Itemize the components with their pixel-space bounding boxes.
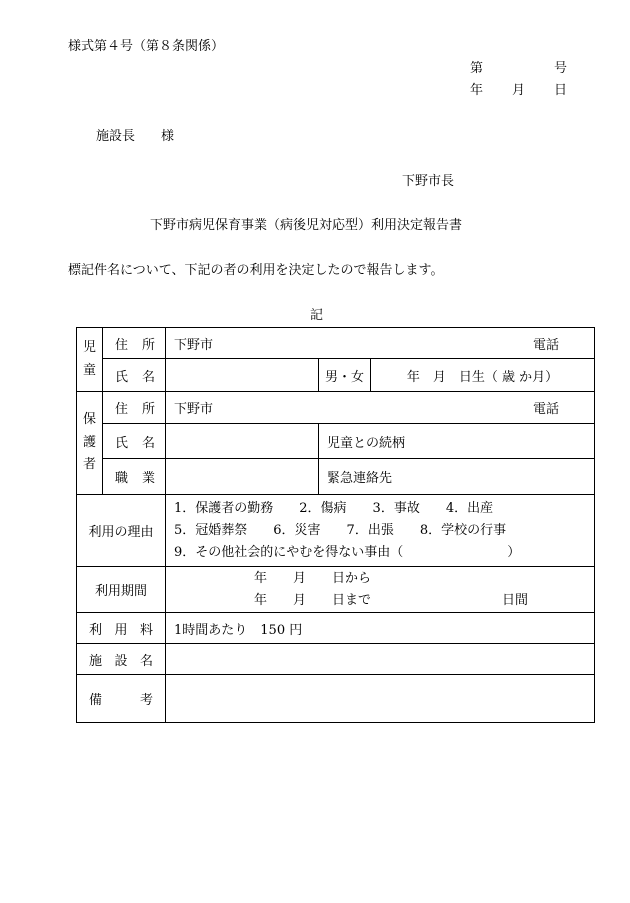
date-year: 年 [470,83,484,98]
addressee: 施設長 様 [96,129,175,144]
form-number: 様式第４号（第８条関係） [68,39,225,54]
emergency-contact-label: 緊急連絡先 [319,459,595,495]
remarks-field[interactable] [166,675,595,723]
child-name-field[interactable] [166,359,319,392]
fee-label: 利 用 料 [77,613,166,644]
gender-field[interactable]: 男・女 [319,359,371,392]
date-day: 日 [554,83,568,98]
intro-text: 標記件名について、下記の者の利用を決定したので報告します。 [68,263,444,278]
period-days: 日間 [502,593,529,608]
document-title: 下野市病児保育事業（病後児対応型）利用決定報告書 [150,218,463,233]
reason-line[interactable]: 5．冠婚葬祭 6．災害 7．出張 8．学校の行事 [174,522,507,538]
sender: 下野市長 [402,174,455,189]
reason-line[interactable]: 9．その他社会的にやむを得ない事由（ ） [174,544,521,560]
doc-number-suffix: 号 [554,61,568,76]
child-name-label: 氏 名 [103,359,166,392]
relation-label: 児童との続柄 [319,424,595,459]
guardian-address-label: 住 所 [103,392,166,424]
ki-heading: 記 [310,308,324,323]
date-month: 月 [512,83,526,98]
remarks-label: 備 考 [77,675,166,723]
period-field[interactable] [166,567,595,613]
period-to: 年 月 日まで [254,593,372,608]
reason-line[interactable]: 1．保護者の勤務 2．傷病 3．事故 4．出産 [174,500,494,516]
reason-label: 利用の理由 [77,495,166,567]
period-label: 利用期間 [77,567,166,613]
child-address-field[interactable]: 下野市 電話 [166,328,595,359]
child-section-label: 児 童 [77,328,103,392]
occupation-field[interactable] [166,459,319,495]
reason-options[interactable] [166,495,595,567]
report-table [76,327,595,723]
guardian-address-field[interactable]: 下野市 電話 [166,392,595,424]
fee-field: 1時間あたり 150 円 [166,613,595,644]
birthdate-field[interactable]: 年 月 日生（ 歳 か月） [371,359,595,392]
guardian-name-field[interactable] [166,424,319,459]
doc-number-prefix: 第 [470,61,484,76]
guardian-name-label: 氏 名 [103,424,166,459]
facility-field[interactable] [166,644,595,675]
occupation-label: 職 業 [103,459,166,495]
facility-label: 施 設 名 [77,644,166,675]
child-address-label: 住 所 [103,328,166,359]
period-from: 年 月 日から [254,571,372,586]
guardian-section-label: 保 護 者 [77,392,103,495]
